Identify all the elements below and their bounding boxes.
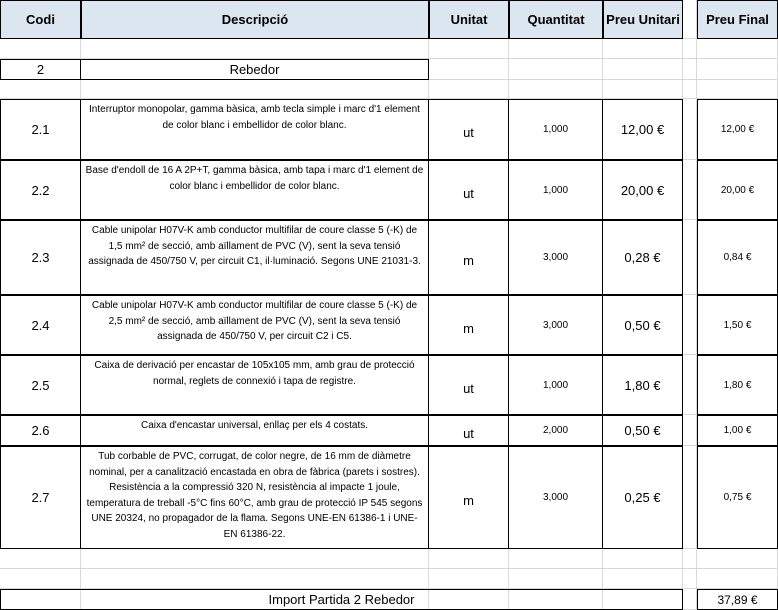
grid-cell[interactable] [509,39,603,59]
item-final-price[interactable]: 0,75 € [697,446,778,549]
header-quantity: Quantitat [509,0,603,39]
item-description[interactable]: Caixa de derivació per encastar de 105x105 mm, amb grau de protecció normal, reglets de connexió i tapa de registre. [80,355,429,415]
item-description[interactable]: Interruptor monopolar, gamma bàsica, amb tecla simple i marc d'1 element de color blanc i embellidor de color blanc. [80,99,429,160]
item-code[interactable]: 2.1 [0,99,81,160]
item-unit-price[interactable]: 0,25 € [602,446,683,549]
item-unit[interactable]: ut [428,99,509,160]
item-quantity[interactable]: 1,000 [508,160,603,220]
item-unit[interactable]: m [428,446,509,549]
item-final-price[interactable]: 1,50 € [697,295,778,355]
item-description[interactable]: Caixa d'encastar universal, enllaç per els 4 costats. [80,415,429,446]
item-quantity[interactable]: 1,000 [508,355,603,415]
grid-cell[interactable] [683,220,697,295]
item-unit-price[interactable]: 0,50 € [602,295,683,355]
item-description[interactable]: Base d'endoll de 16 A 2P+T, gamma bàsica, amb tapa i marc d'1 element de color blanc i embellidor de color blanc. [80,160,429,220]
item-description[interactable]: Cable unipolar H07V-K amb conductor multifilar de coure classe 5 (-K) de 1,5 mm² de secció, amb aïllament de PVC (V), sent la seva tensió assignada de 450/750 V, per circuit C1, il·luminació. Segons UNE 21031-3. [80,220,429,295]
grid-cell[interactable] [683,0,697,39]
grid-cell[interactable] [603,569,683,589]
grid-cell[interactable] [0,39,81,59]
item-unit-price[interactable]: 20,00 € [602,160,683,220]
grid-cell[interactable] [683,589,697,610]
grid-cell[interactable] [697,569,778,589]
header-unit: Unitat [429,0,509,39]
grid-cell[interactable] [509,569,603,589]
grid-cell[interactable] [429,549,509,569]
item-unit[interactable]: m [428,220,509,295]
grid-cell[interactable] [683,59,697,80]
item-quantity[interactable]: 1,000 [508,99,603,160]
grid-cell[interactable] [509,80,603,99]
grid-cell[interactable] [509,59,603,80]
item-code[interactable]: 2.5 [0,355,81,415]
grid-cell[interactable] [603,80,683,99]
item-unit[interactable]: ut [428,160,509,220]
item-quantity[interactable]: 3,000 [508,220,603,295]
item-quantity[interactable]: 3,000 [508,295,603,355]
grid-cell[interactable] [697,59,778,80]
item-description[interactable]: Cable unipolar H07V-K amb conductor multifilar de coure classe 5 (-K) de 2,5 mm² de secció, amb aïllament de PVC (V), sent la seva tensió assignada de 450/750 V, per circuit C2 i C5. [80,295,429,355]
header-final-price: Preu Final [697,0,778,39]
grid-cell[interactable] [509,549,603,569]
item-code[interactable]: 2.2 [0,160,81,220]
item-final-price[interactable]: 12,00 € [697,99,778,160]
section-code[interactable]: 2 [0,59,81,80]
item-unit[interactable]: ut [428,415,509,446]
grid-cell[interactable] [603,59,683,80]
item-quantity[interactable]: 2,000 [508,415,603,446]
grid-cell[interactable] [0,549,81,569]
item-unit-price[interactable]: 1,80 € [602,355,683,415]
item-unit[interactable]: ut [428,355,509,415]
item-quantity[interactable]: 3,000 [508,446,603,549]
item-unit-price[interactable]: 12,00 € [602,99,683,160]
item-final-price[interactable]: 0,84 € [697,220,778,295]
item-code[interactable]: 2.3 [0,220,81,295]
item-code[interactable]: 2.7 [0,446,81,549]
header-unit-price: Preu Unitari [603,0,683,39]
header-code: Codi [0,0,81,39]
grid-cell[interactable] [0,80,81,99]
grid-cell[interactable] [697,80,778,99]
grid-cell[interactable] [429,80,509,99]
grid-cell[interactable] [603,39,683,59]
grid-cell[interactable] [81,549,429,569]
summary-label[interactable]: Import Partida 2 Rebedor [0,589,683,610]
grid-cell[interactable] [683,80,697,99]
grid-cell[interactable] [81,80,429,99]
grid-cell[interactable] [683,549,697,569]
grid-cell[interactable] [429,569,509,589]
grid-cell[interactable] [683,39,697,59]
item-unit-price[interactable]: 0,28 € [602,220,683,295]
grid-cell[interactable] [603,549,683,569]
item-final-price[interactable]: 1,80 € [697,355,778,415]
section-name[interactable]: Rebedor [80,59,429,80]
item-description[interactable]: Tub corbable de PVC, corrugat, de color negre, de 16 mm de diàmetre nominal, per a canalització encastada en obra de fàbrica (parets i sostres). Resistència a la compressió 320 N, resistència al impacte 1 joule, temperatura de treball -5°C fins 60°C, amb grau de protecció IP 545 segons UNE 20324, no propagador de la flama. Segons UNE-EN 61386-1 i UNE-EN 61386-22. [80,446,429,549]
grid-cell[interactable] [429,59,509,80]
grid-cell[interactable] [683,415,697,446]
grid-cell[interactable] [683,446,697,549]
grid-cell[interactable] [683,160,697,220]
item-final-price[interactable]: 20,00 € [697,160,778,220]
summary-total[interactable]: 37,89 € [697,589,778,610]
item-final-price[interactable]: 1,00 € [697,415,778,446]
grid-cell[interactable] [0,569,81,589]
grid-cell[interactable] [697,39,778,59]
header-description: Descripció [81,0,429,39]
item-code[interactable]: 2.4 [0,295,81,355]
grid-cell[interactable] [683,295,697,355]
grid-cell[interactable] [697,549,778,569]
grid-cell[interactable] [429,39,509,59]
grid-cell[interactable] [683,355,697,415]
item-unit[interactable]: m [428,295,509,355]
grid-cell[interactable] [683,99,697,160]
item-unit-price[interactable]: 0,50 € [602,415,683,446]
item-code[interactable]: 2.6 [0,415,81,446]
grid-cell[interactable] [683,569,697,589]
grid-cell[interactable] [81,569,429,589]
grid-cell[interactable] [81,39,429,59]
